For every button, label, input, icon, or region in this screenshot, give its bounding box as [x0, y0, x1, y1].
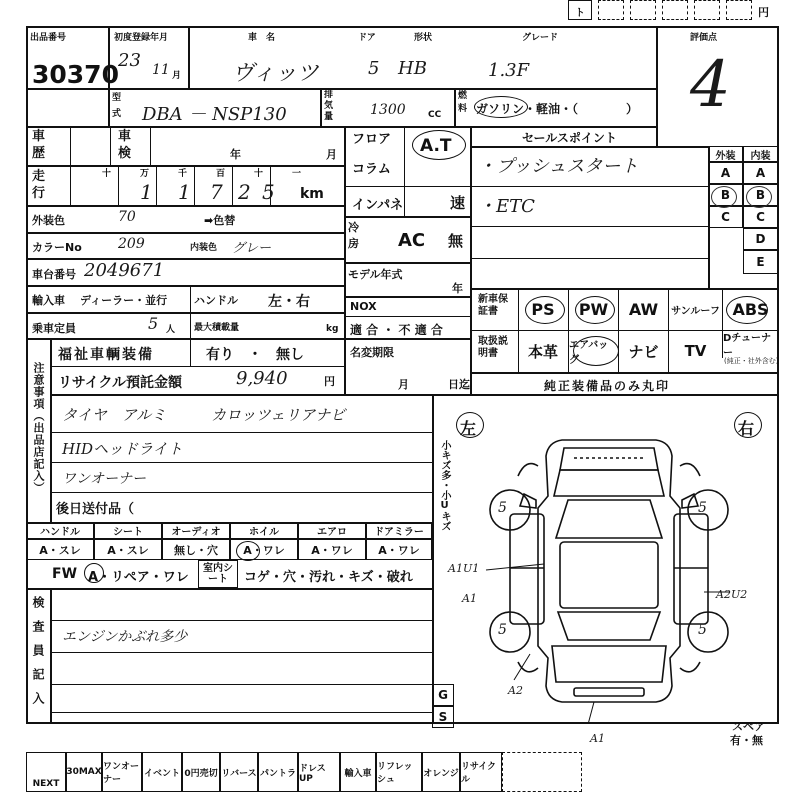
gear-inpane: インパネ [352, 198, 404, 213]
price-unit: 円 [758, 6, 769, 19]
interior-color-value: グレー [232, 241, 272, 256]
first-reg-year: 23 [118, 50, 141, 71]
shaken-month: 月 [326, 148, 337, 161]
capacity-value: 5 [148, 314, 159, 333]
import-value: ディーラー・並行 [80, 294, 168, 307]
mileage-digit: 2 [238, 180, 251, 204]
equip-navi: ナビ [618, 330, 668, 372]
damage-annotation: A2U2 [716, 588, 748, 601]
wheel-mark: 5 [698, 500, 707, 516]
interior-color-label: 内装色 [190, 243, 218, 253]
chassis-label: 車台番号 [32, 268, 76, 281]
gear-floor: フロア [352, 132, 392, 147]
inner-grade: A [743, 162, 778, 184]
mileage-digit: 5 [262, 180, 275, 204]
equip-leather: 本革 [527, 342, 558, 361]
mileage-digit: 1 [178, 180, 191, 204]
displacement-label: 排気量 [324, 90, 334, 122]
outer-grade: C [708, 206, 743, 228]
wheel-mark: 5 [498, 500, 507, 516]
wheel-mark: 5 [698, 622, 707, 638]
shaken-label: 車検 [118, 129, 132, 161]
max-load-unit: kg [326, 324, 339, 334]
car-diagram [434, 396, 778, 722]
model-label: 型式 [112, 93, 122, 119]
damage-annotation: A1U1 [448, 562, 480, 575]
fuel-circle [474, 96, 528, 118]
model-value: DBA － NSP130 [142, 104, 287, 125]
inner-grade-circle [746, 186, 772, 208]
footer-blank-box [502, 752, 582, 792]
fw-values: A・リペア・ワレ [88, 570, 189, 585]
mileage-digit-row [80, 166, 310, 180]
outer-grade: B [708, 184, 743, 206]
capacity-label: 乗車定員 [32, 322, 76, 335]
ps-circle [525, 296, 565, 324]
lot-number: 30370 [32, 60, 119, 89]
notes-side-label: 注意事項（出品店記入） [32, 362, 45, 494]
footer-tag: オレンジ [422, 752, 460, 792]
handle-value: 左・右 [268, 294, 310, 310]
footer-tag: 輸入車 [340, 752, 376, 792]
ac-value: AC [398, 230, 426, 251]
gs-s: S [432, 706, 454, 728]
exterior-color-value: 70 [118, 209, 136, 225]
left-label: 左 [460, 419, 477, 438]
footer-tag: リサイクル [460, 752, 502, 792]
name-change-label: 名変期限 [350, 346, 394, 359]
color-no-label: カラーNo [32, 241, 82, 254]
price-box-1 [568, 0, 592, 20]
spare-label: スペア [732, 720, 765, 733]
footer-tag: 30MAX [66, 752, 102, 792]
inner-grade: D [743, 228, 778, 250]
digit-label: 十 [254, 169, 264, 179]
mileage-unit: km [300, 186, 324, 202]
displacement-unit: CC [428, 110, 442, 120]
equip-ps: PS [531, 299, 555, 319]
defect-header: オーディオ [162, 522, 230, 539]
score-value: 4 [690, 48, 731, 122]
shaken-year: 年 [230, 148, 241, 161]
note-line-2: HIDヘッドライト [62, 440, 183, 458]
equip-tv: TV [668, 330, 722, 372]
exterior-color-label: 外装色 [32, 214, 65, 227]
wheel-a-circle [236, 541, 260, 561]
sales-point-item: ・ETC [478, 196, 535, 217]
chassis-number: 2049671 [84, 260, 165, 281]
equip-abs: ABS [722, 288, 778, 330]
footer-tags [26, 752, 780, 792]
recycle-label: リサイクル預託金額 [58, 375, 183, 391]
recycle-unit: 円 [324, 375, 335, 388]
nox-value: 適 合 ・ 不 適 合 [350, 323, 443, 337]
shape-label: 形状 [414, 33, 433, 43]
gear-column: コラム [352, 162, 391, 177]
defect-value: A・ワレ [366, 539, 432, 560]
defect-header: ホイル [230, 522, 298, 539]
footer-tag: パントラ [258, 752, 298, 792]
equip-sunroof: サンルーフ [668, 288, 722, 330]
transmission: A.T [420, 136, 452, 156]
note-line-1: タイヤ アルミ カロッツェリアナビ [62, 406, 346, 424]
door-count: 5 [368, 58, 380, 79]
defect-header: エアロ [298, 522, 366, 539]
ac-none: 無 [448, 232, 464, 250]
speed-label: 速 [450, 194, 466, 212]
history-label: 車歴 [32, 129, 46, 161]
price-box-6 [726, 0, 752, 20]
defect-value: 無し・穴 [162, 539, 230, 560]
equip-dtuner: Dチューナー [722, 330, 778, 358]
gs-g: G [432, 684, 454, 706]
footer-tag: リフレッシュ [376, 752, 422, 792]
next-tag: NEXT [26, 752, 66, 792]
displacement-value: 1300 [370, 102, 406, 118]
welfare-label: 福祉車輌装備 [58, 347, 154, 363]
repaint-label: ➡色替 [204, 214, 236, 227]
first-reg-month-label: 月 [172, 71, 182, 81]
inner-grade: B [743, 184, 778, 206]
max-load-label: 最大積載量 [194, 323, 240, 333]
airbag-circle [573, 336, 619, 366]
footer-tag: イベント [142, 752, 182, 792]
footer-tag: 0円売切 [182, 752, 220, 792]
car-name: ヴィッツ [232, 61, 319, 86]
dtuner-note: (純正・社外含む) [724, 357, 779, 365]
defect-header: ハンドル [26, 522, 94, 539]
equip-pw: PW [568, 288, 618, 330]
price-box-4 [662, 0, 688, 20]
defect-header: シート [94, 522, 162, 539]
wheel-mark: 5 [498, 622, 507, 638]
price-boxes [568, 0, 780, 22]
inner-grade: C [743, 206, 778, 228]
color-no-value: 209 [118, 236, 145, 252]
digit-label: 百 [216, 169, 226, 179]
footer-tag: リバース [220, 752, 258, 792]
mileage-digit: 7 [210, 180, 223, 204]
damage-annotation: A1 [590, 732, 605, 745]
grade-label: グレード [522, 33, 559, 43]
door-label: ドア [358, 33, 376, 43]
footer-spacer [582, 752, 780, 792]
fuel-label: 燃料 [458, 91, 468, 114]
handle-label: ハンドル [194, 294, 238, 307]
model-year-label: モデル年式 [348, 268, 403, 281]
fw-label: FW [52, 566, 78, 582]
inner-grade-header: 内装 [743, 146, 778, 162]
footer-tag: ドレスUP [298, 752, 340, 792]
sales-points-label: セールスポイント [522, 131, 617, 145]
defects-grid [26, 522, 432, 560]
ac-label: 冷房 [348, 221, 359, 250]
model-year-unit: 年 [452, 282, 463, 295]
pw-circle [575, 296, 615, 324]
name-change-month: 月 [398, 378, 409, 391]
genuine-note: 純正装備品のみ丸印 [544, 379, 671, 393]
first-reg-month: 11 [152, 62, 170, 78]
right-label: 右 [738, 419, 755, 438]
digit-label: 万 [140, 169, 150, 179]
digit-label: 一 [292, 169, 302, 179]
equip-aw: AW [618, 288, 668, 330]
price-box-5 [694, 0, 720, 20]
fw-a-circle [84, 563, 104, 583]
note-line-3: ワンオーナー [62, 471, 146, 487]
defect-header: ドアミラー [366, 522, 432, 539]
digit-label: 千 [178, 169, 188, 179]
first-reg-label: 初度登録年月 [114, 33, 169, 43]
inspector-side-label: 検査員記入 [31, 596, 45, 716]
manual-label: 取扱説明書 [478, 336, 508, 359]
grade-value: 1.3F [488, 60, 530, 81]
outer-grade-header: 外装 [708, 146, 743, 162]
inspector-note: エンジンかぶれ多少 [62, 629, 188, 645]
price-mark: ト [575, 8, 585, 19]
outer-grade-circle [711, 186, 737, 208]
recycle-value: 9,940 [236, 368, 288, 389]
warranty-label: 新車保証書 [478, 294, 508, 317]
damage-annotation: A2 [508, 684, 523, 697]
defect-value: A・スレ [26, 539, 94, 560]
footer-tag: ワンオーナー [102, 752, 142, 792]
digit-label: 十 [102, 169, 112, 179]
import-label: 輸入車 [32, 294, 65, 307]
after-items-label: 後日送付品（ [56, 502, 135, 517]
inner-grade: E [743, 250, 778, 274]
price-box-3 [630, 0, 656, 20]
transmission-circle [412, 130, 466, 160]
abs-circle [726, 296, 768, 324]
spare-value: 有・無 [730, 734, 763, 747]
equip-airbag: エアバッグ [568, 330, 618, 372]
seat-label: 室内シート [198, 560, 238, 588]
sales-point-item: ・プッシュスタート [478, 156, 639, 177]
welfare-value: 有り ・ 無し [206, 347, 304, 363]
defect-value: A・スレ [94, 539, 162, 560]
seat-values: コゲ・穴・汚れ・キズ・破れ [244, 570, 413, 585]
diagram-side-note: 小キズ多・小Uキズ [439, 440, 450, 531]
grade-columns [708, 146, 778, 288]
name-change-day: 日迄 [448, 378, 470, 391]
nox-label: NOX [350, 300, 377, 313]
score-label: 評価点 [690, 33, 718, 43]
outer-grade: A [708, 162, 743, 184]
car-name-label: 車 名 [248, 33, 276, 43]
body-shape: HB [398, 58, 427, 79]
capacity-unit: 人 [166, 325, 176, 335]
mileage-digit: 1 [140, 180, 153, 204]
damage-annotation: A1 [462, 592, 477, 605]
fuel-value: ガソリン・軽油・（ ） [476, 102, 639, 116]
mileage-label: 走行 [32, 169, 46, 201]
defect-value: A・ワレ [298, 539, 366, 560]
lot-label: 出品番号 [30, 33, 67, 43]
defect-value: A・ワレ [230, 539, 298, 560]
price-box-2 [598, 0, 624, 20]
